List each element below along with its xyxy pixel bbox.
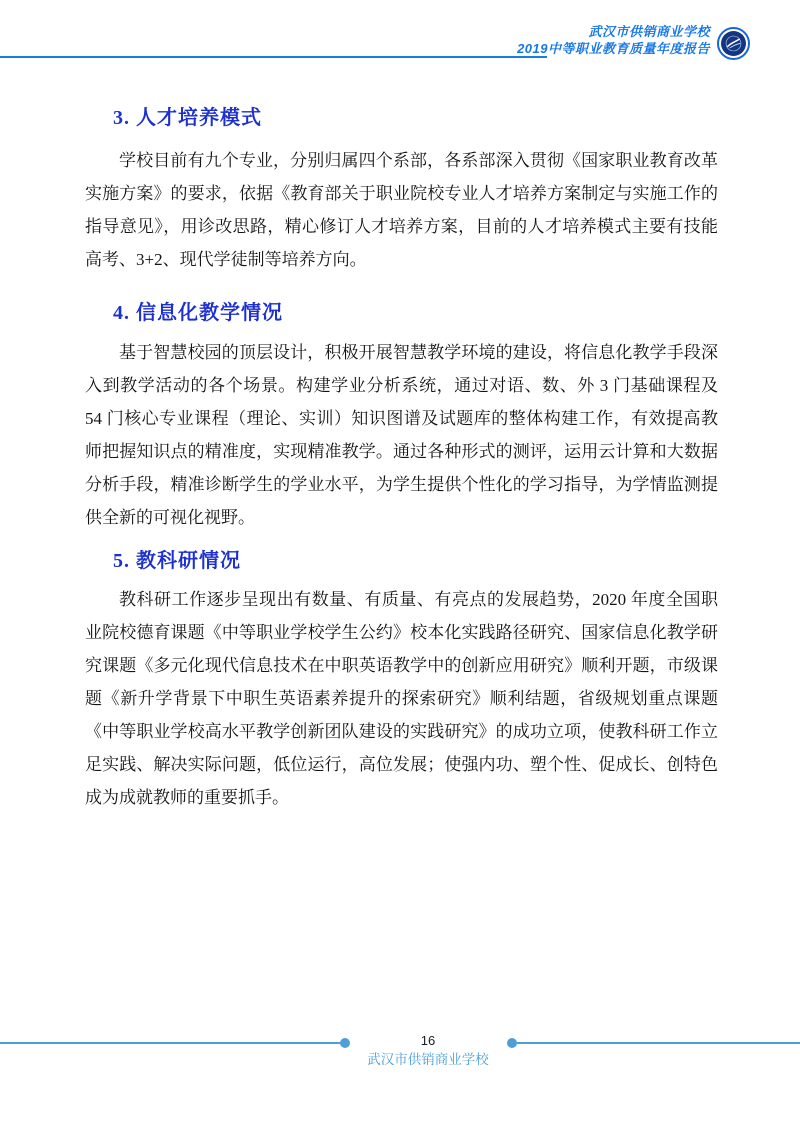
- header-school-name: 武汉市供销商业学校: [588, 24, 710, 39]
- footer-rule-right: [517, 1042, 800, 1044]
- section-paragraph-informatization-teaching: 基于智慧校园的顶层设计，积极开展智慧教学环境的建设，将信息化教学手段深入到教学活动的各个场景。构建学业分析系统，通过对语、数、外 3 门基础课程及 54 门核心专业课程（理论、实训）知识图谱及试题库的整体构建工作，有效提高教师把握知识点的精准度，实现精准教学。通过各种形式的测评，运用云计算和大数据分析手段，精准诊断学生的学业水平，为学生提供个性化的学习指导，为学情监测提供全新的可视化视野。: [85, 343, 718, 527]
- header-text-block: [517, 23, 710, 57]
- section-paragraph-research: 教科研工作逐步呈现出有数量、有质量、有亮点的发展趋势，2020 年度全国职业院校德育课题《中等职业学校学生公约》校本化实践路径研究、国家信息化教学研究课题《多元化现代信息技术在中职英语教学中的创新应用研究》顺利开题，市级课题《新升学背景下中职生英语素养提升的探索研究》顺利结题，省级规划重点课题《中等职业学校高水平教学创新团队建设的实践研究》的成功立项，使教科研工作立足实践、解决实际问题，低位运行，高位发展；使强内功、塑个性、促成长、创特色成为成就教师的重要抓手。: [85, 590, 718, 807]
- school-logo-emblem-icon: [721, 31, 746, 56]
- header-rule: [0, 56, 547, 58]
- section-heading-research: 5. 教科研情况: [113, 550, 241, 572]
- section-heading-informatization-teaching: 4. 信息化教学情况: [113, 302, 283, 324]
- header-report-title: 2019中等职业教育质量年度报告: [517, 41, 710, 56]
- page-number: 16: [420, 1033, 436, 1048]
- footer-rule-left: [0, 1042, 341, 1044]
- school-logo: [717, 27, 750, 60]
- section-paragraph-talent-training-mode: 学校目前有九个专业，分别归属四个系部，各系部深入贯彻《国家职业教育改革实施方案》的要求，依据《教育部关于职业院校专业人才培养方案制定与实施工作的指导意见》，用诊改思路，精心修订人才培养方案，目前的人才培养模式主要有技能高考、3+2、现代学徒制等培养方向。: [85, 151, 718, 269]
- footer-school-name: 武汉市供销商业学校: [367, 1052, 489, 1067]
- section-heading-talent-training-mode: 3. 人才培养模式: [113, 107, 262, 129]
